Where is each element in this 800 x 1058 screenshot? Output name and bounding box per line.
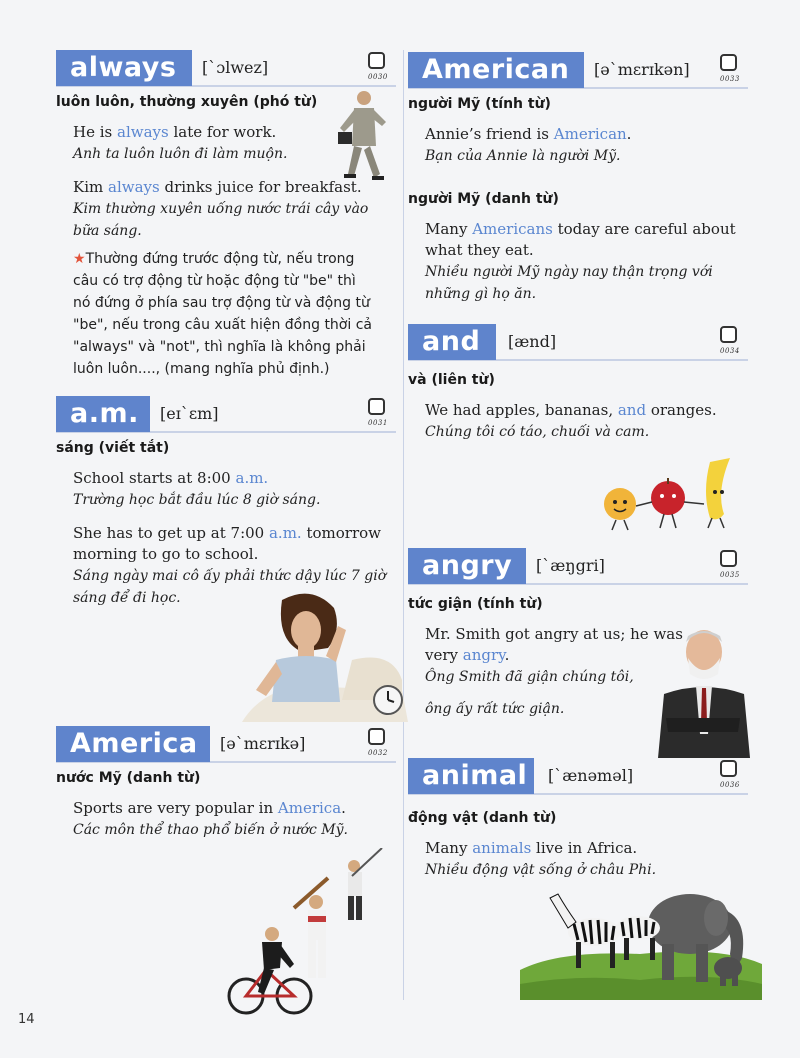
example-vi: những gì họ ăn. [425,286,537,302]
entry-code: 0030 [368,73,388,81]
headword: always [56,50,192,86]
learned-checkbox[interactable] [368,398,385,415]
headword: and [408,324,496,360]
entry-american [408,52,748,305]
headword: American [408,52,584,88]
meaning: và (liên từ) [408,372,495,388]
keyword: always [108,178,160,196]
headword: angry [408,548,526,584]
example-en: He is always late for work. [73,123,277,141]
headword: America [56,726,210,762]
entry-code: 0036 [720,781,740,789]
meaning: tức giận (tính từ) [408,596,543,612]
learned-checkbox[interactable] [720,550,737,567]
usage-note-line: câu có trợ động từ hoặc động từ "be" thì [73,273,356,289]
phonetic: [ˋænəməl] [548,766,634,785]
learned-checkbox[interactable] [720,326,737,343]
phonetic: [əˋmɛrɪkə] [220,734,306,753]
entry-and [408,324,748,443]
example-vi: Anh ta luôn luôn đi làm muộn. [73,146,288,162]
keyword: angry [462,646,505,664]
entry-header [408,324,748,360]
example-vi: Kim thường xuyên uống nước trái cây vào [73,201,369,217]
entry-header [56,50,396,86]
example-vi: Ông Smith đã giận chúng tôi, [425,669,634,685]
keyword: a.m. [268,524,302,542]
phonetic: [ænd] [508,332,557,351]
phonetic: [əˋmɛrɪkən] [594,60,690,79]
phonetic: [ˋæŋgri] [536,556,605,575]
example-en: We had apples, bananas, and oranges. [425,401,717,419]
entry-code: 0032 [368,749,388,757]
keyword: America [277,799,342,817]
example-en: morning to go to school. [73,545,259,563]
fruit-characters-icon [598,452,750,532]
usage-note: ★Thường đứng trước động từ, nếu trong [73,251,355,267]
entry-america [56,726,396,841]
example-vi: ông ấy rất tức giận. [425,701,565,717]
example-en: Many Americans today are careful about [425,220,736,238]
example-vi: bữa sáng. [73,223,142,239]
column-divider [403,50,404,1000]
meaning: người Mỹ (tính từ) [408,96,551,112]
learned-checkbox[interactable] [720,54,737,71]
meaning: người Mỹ (danh từ) [408,191,559,207]
example-vi: Nhiều người Mỹ ngày nay thận trọng với [425,264,713,280]
example-vi: Các môn thể thao phổ biến ở nước Mỹ. [73,822,348,838]
example-en: Kim always drinks juice for breakfast. [73,178,362,196]
sports-people-icon [224,848,386,1018]
entry-code: 0035 [720,571,740,579]
entry-header [408,548,748,584]
entry-am [56,396,396,609]
phonetic: [eɪˋɛm] [160,404,219,423]
star-icon: ★ [73,251,86,267]
page-number: 14 [18,1012,35,1027]
headword: animal [408,758,534,794]
businessman-running-icon [330,88,392,193]
example-en: Annie’s friend is American. [425,125,632,143]
learned-checkbox[interactable] [368,52,385,69]
entry-animal [408,758,748,881]
usage-note-line: "always" và "not", thì nghĩa là không phải [73,339,366,355]
example-vi: sáng để đi học. [73,590,181,606]
angry-man-icon [654,622,752,758]
example-en: Sports are very popular in America. [73,799,346,817]
usage-note-line: nó đứng ở phía sau trợ động từ và động từ [73,295,370,311]
meaning: nước Mỹ (danh từ) [56,770,201,786]
example-vi: Trường học bắt đầu lúc 8 giờ sáng. [73,492,321,508]
example-en: She has to get up at 7:00 a.m. tomorrow [73,524,381,542]
meaning: sáng (viết tắt) [56,440,170,456]
keyword: American [553,125,627,143]
learned-checkbox[interactable] [720,760,737,777]
meaning: luôn luôn, thường xuyên (phó từ) [56,94,318,110]
example-en: what they eat. [425,241,534,259]
example-vi: Nhiều động vật sống ở châu Phi. [425,862,657,878]
entry-header [56,726,396,762]
example-vi: Sáng ngày mai cô ấy phải thức dậy lúc 7 giờ [73,568,387,584]
keyword: and [617,401,647,419]
woman-waking-clock-icon [242,590,408,722]
example-vi: Chúng tôi có táo, chuối và cam. [425,424,650,440]
example-en: School starts at 8:00 a.m. [73,469,269,487]
entry-code: 0033 [720,75,740,83]
example-en: Mr. Smith got angry at us; he was [425,625,683,643]
african-animals-icon [520,884,762,1000]
entry-code: 0034 [720,347,740,355]
learned-checkbox[interactable] [368,728,385,745]
phonetic: [ˋɔlwez] [202,58,269,77]
example-en: Many animals live in Africa. [425,839,638,857]
meaning: động vật (danh từ) [408,810,557,826]
keyword: animals [472,839,532,857]
entry-header [56,396,396,432]
entry-header [408,758,748,794]
example-en: very angry. [425,646,510,664]
headword: a.m. [56,396,150,432]
usage-note-line: luôn luôn...., (mang nghĩa phủ định.) [73,361,330,377]
keyword: a.m. [235,469,269,487]
usage-note-line: "be", nếu trong câu xuất hiện đồng thời cả [73,317,372,333]
entry-code: 0031 [368,419,388,427]
example-vi: Bạn của Annie là người Mỹ. [425,148,621,164]
entry-header [408,52,748,88]
keyword: always [117,123,169,141]
keyword: Americans [472,220,553,238]
